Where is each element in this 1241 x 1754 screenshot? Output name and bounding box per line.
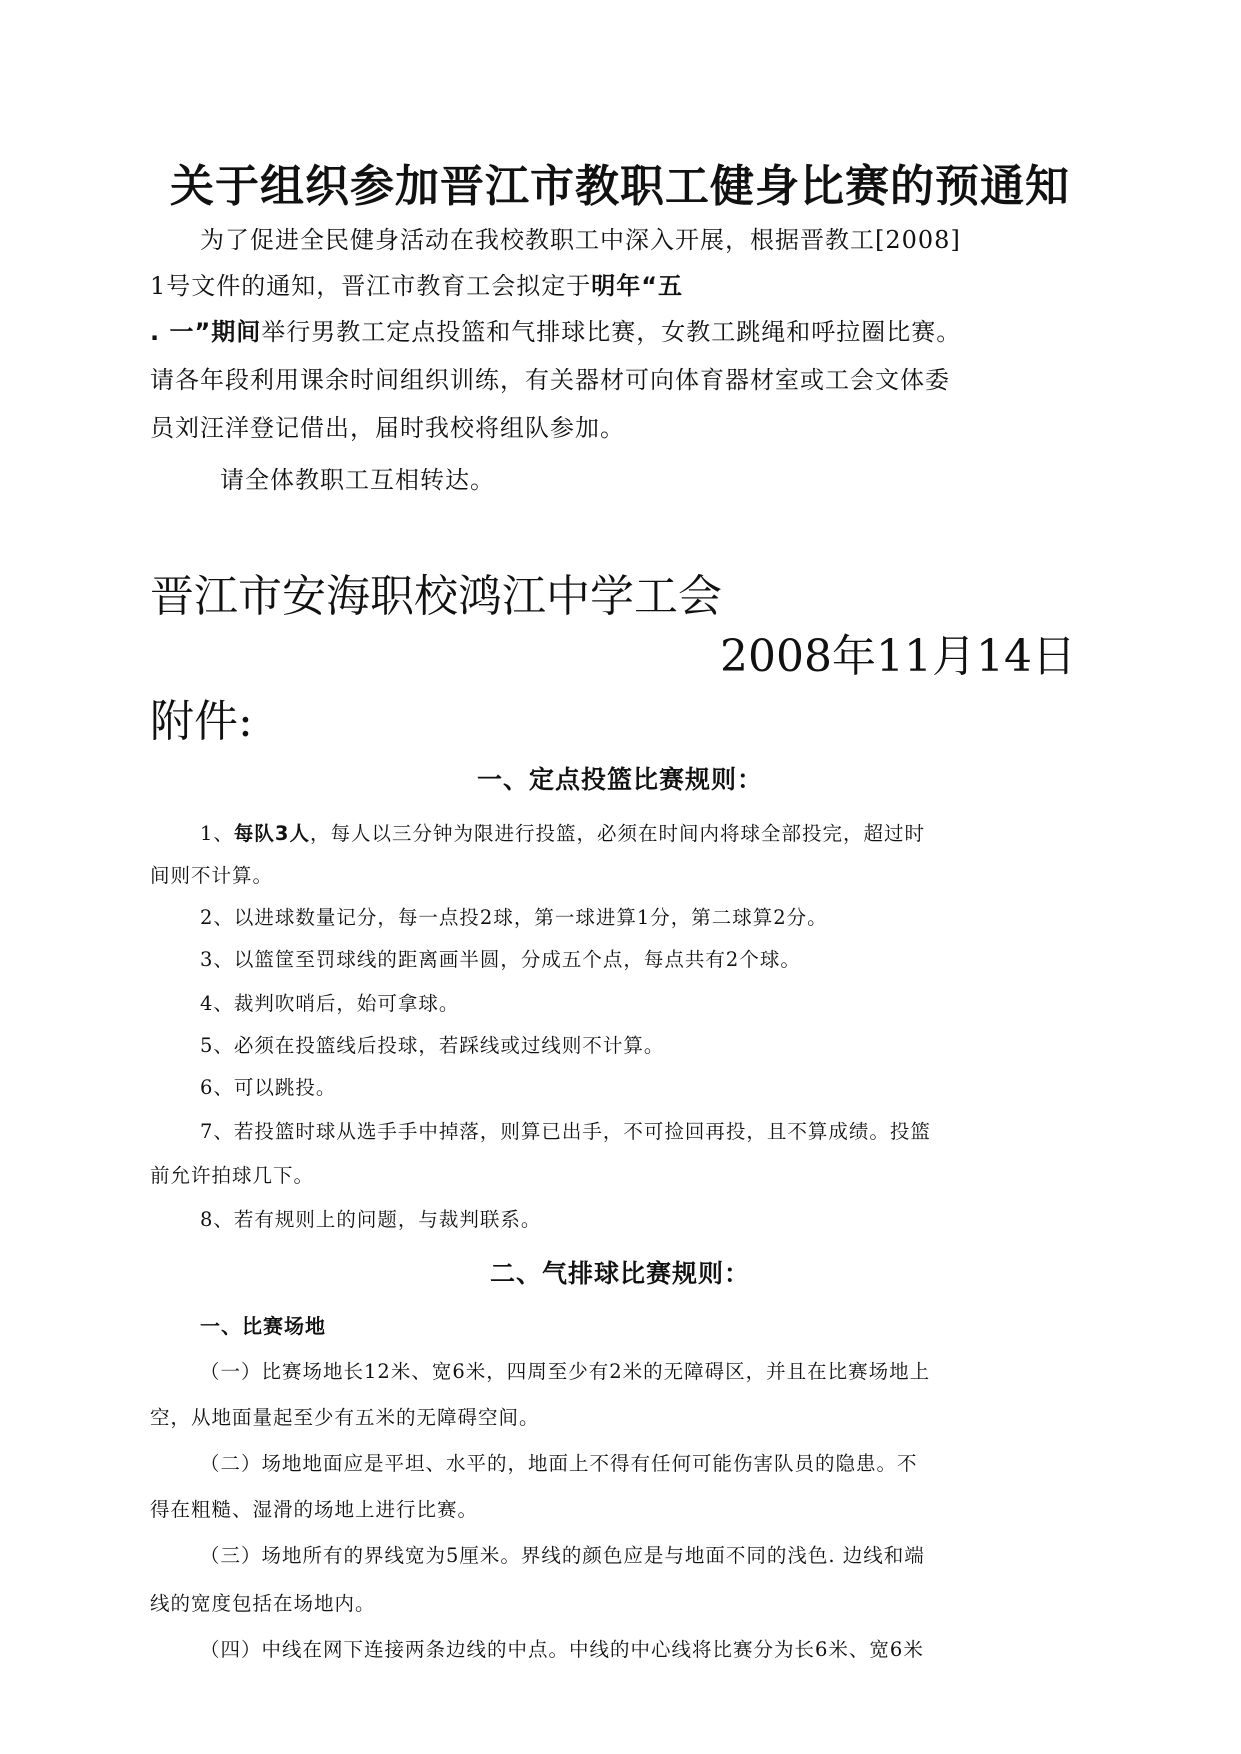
rule-8: 8、若有规则上的问题，与裁判联系。	[200, 1208, 542, 1231]
rule-7-continued: 前允许拍球几下。	[150, 1164, 315, 1187]
rule-7: 7、若投篮时球从选手手中掉落，则算已出手，不可捡回再投，且不算成绩。投篮	[200, 1120, 931, 1143]
signature-date: 2008年11月14日	[720, 631, 1076, 682]
rule-2: 2、以进球数量记分，每一点投2球，第一球进算1分，第二球算2分。	[200, 906, 828, 929]
notice-line-1: 为了促进全民健身活动在我校教职工中深入开展，根据晋教工[2008]	[200, 226, 961, 254]
attachment-label: 附件:	[150, 696, 253, 747]
signature-org: 晋江市安海职校鸿江中学工会	[150, 571, 722, 622]
rule-1-text: ，每人以三分钟为限进行投篮，必须在时间内将球全部投完，超过时	[310, 822, 926, 845]
venue-item-2: （二）场地地面应是平坦、水平的，地面上不得有任何可能伤害队员的隐患。不	[200, 1452, 918, 1475]
notice-line-4: 请各年段利用课余时间组织训练，有关器材可向体育器材室或工会文体委	[150, 366, 950, 394]
venue-item-3: （三）场地所有的界线宽为5厘米。界线的颜色应是与地面不同的浅色. 边线和端	[200, 1544, 925, 1567]
venue-item-1: （一）比赛场地长12米、宽6米，四周至少有2米的无障碍区，并且在比赛场地上	[200, 1360, 931, 1383]
notice-bold-date-start: 明年“五	[591, 272, 684, 300]
notice-line-2-text: 1号文件的通知，晋江市教育工会拟定于	[150, 272, 592, 300]
venue-item-4: （四）中线在网下连接两条边线的中点。中线的中心线将比赛分为长6米、宽6米	[200, 1638, 924, 1661]
subsection-venue-heading: 一、比赛场地	[200, 1314, 326, 1338]
venue-item-2-continued: 得在粗糙、湿滑的场地上进行比赛。	[150, 1498, 479, 1521]
rule-5: 5、必须在投篮线后投球，若踩线或过线则不计算。	[200, 1034, 665, 1057]
rule-1-bold: 每队3人	[233, 822, 310, 845]
rule-3: 3、以篮筐至罚球线的距离画半圆，分成五个点，每点共有2个球。	[200, 948, 801, 971]
notice-paragraph-2: 请全体教职工互相转达。	[220, 466, 495, 494]
rule-4: 4、裁判吹哨后，始可拿球。	[200, 992, 460, 1015]
notice-line-2	[150, 266, 683, 301]
rule-6: 6、可以跳投。	[200, 1076, 337, 1099]
rule-1	[200, 818, 925, 846]
notice-line-5: 员刘汪洋登记借出，届时我校将组队参加。	[150, 414, 625, 442]
section-1-heading: 一、定点投篮比赛规则：	[476, 765, 763, 794]
section-2-heading: 二、气排球比赛规则：	[489, 1259, 750, 1288]
rule-1-number: 1、	[200, 822, 234, 845]
document-title: 关于组织参加晋江市教职工健身比赛的预通知	[170, 161, 1070, 212]
venue-item-1-continued: 空，从地面量起至少有五米的无障碍空间。	[150, 1406, 540, 1429]
notice-line-3	[150, 312, 961, 347]
notice-line-3-text: 举行男教工定点投篮和气排球比赛，女教工跳绳和呼拉圈比赛。	[261, 318, 962, 346]
notice-bold-period: . 一”期间	[150, 318, 262, 346]
rule-1-continued: 间则不计算。	[150, 864, 274, 887]
venue-item-3-continued: 线的宽度包括在场地内。	[150, 1592, 376, 1615]
